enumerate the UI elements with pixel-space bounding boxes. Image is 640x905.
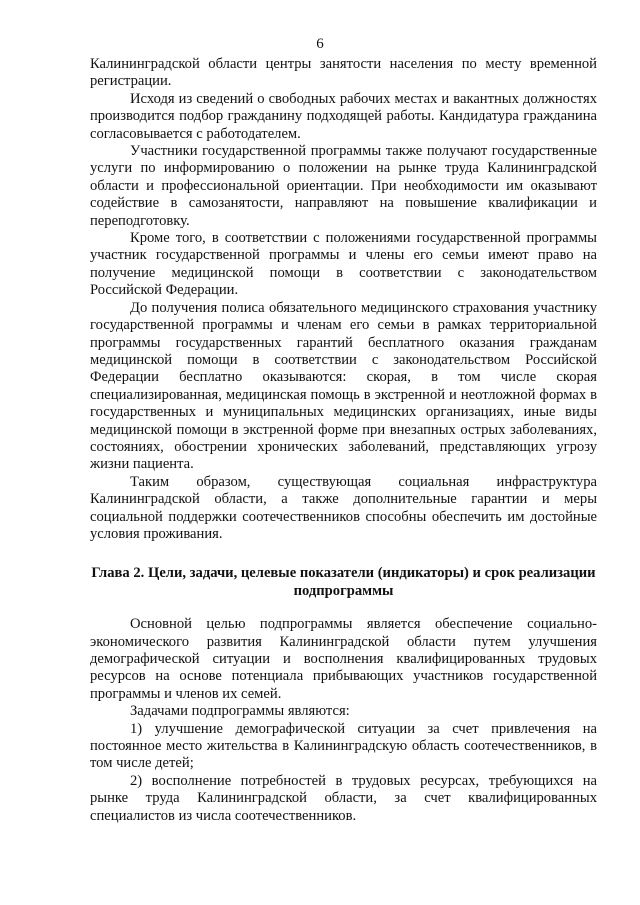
- paragraph: Участники государственной программы также получают государственные услуги по информированию о положении на рынке труда Калининградской области и профессиональной ориентации. При необходимости им оказывают содействие в самозанятости, направляют на повышение квалификации и переподготовку.: [90, 143, 597, 229]
- paragraph: До получения полиса обязательного медицинского страхования участнику государственной программы и членам его семьи в рамках территориальной программы государственных гарантий бесплатного оказания гражданам медицинской помощи в соответствии с законодательством Российской Федерации бесплатно оказываются: скорая, в том числе скорая специализированная, медицинская помощь в экстренной и неотложной формах в государственных и муниципальных медицинских организациях, иные виды медицинской помощи в экстренной форме при внезапных острых заболеваниях, состояниях, обострении хронических заболеваний, представляющих угрозу жизни пациента.: [90, 299, 597, 473]
- paragraph: Исходя из сведений о свободных рабочих местах и вакантных должностях производится подбор гражданину подходящей работы. Кандидатура гражданина согласовывается с работодателем.: [90, 90, 597, 142]
- section-after-heading: [90, 616, 597, 825]
- section-before-heading: [90, 56, 597, 543]
- paragraph: Калининградской области центры занятости населения по месту временной регистрации.: [90, 56, 597, 90]
- paragraph: 2) восполнение потребностей в трудовых ресурсах, требующихся на рынке труда Калининградской области, за счет квалифицированных специалистов из числа соотечественников.: [90, 772, 597, 824]
- page-number: 6: [316, 36, 324, 52]
- paragraph: 1) улучшение демографической ситуации за счет привлечения на постоянное место жительства в Калининградскую область соотечественников, в том числе детей;: [90, 720, 597, 772]
- paragraph: Таким образом, существующая социальная инфраструктура Калининградской области, а также дополнительные гарантии и меры социальной поддержки соотечественников способны обеспечить им достойные условия проживания.: [90, 473, 597, 542]
- paragraph: Задачами подпрограммы являются:: [130, 703, 350, 720]
- document-body: [90, 56, 597, 825]
- paragraph: Основной целью подпрограммы является обеспечение социально-экономического развития Калининградской области путем улучшения демографической ситуации и восполнения квалифицированных трудовых ресурсов на основе потенциала прибывающих участников государственной программы и членов их семей.: [90, 616, 597, 702]
- paragraph: Кроме того, в соответствии с положениями государственной программы участник государственной программы и члены его семьи имеют право на получение медицинской помощи в соответствии с законодательством Российской Федерации.: [90, 230, 597, 299]
- chapter-heading: Глава 2. Цели, задачи, целевые показатели (индикаторы) и срок реализации подпрограммы: [91, 565, 596, 599]
